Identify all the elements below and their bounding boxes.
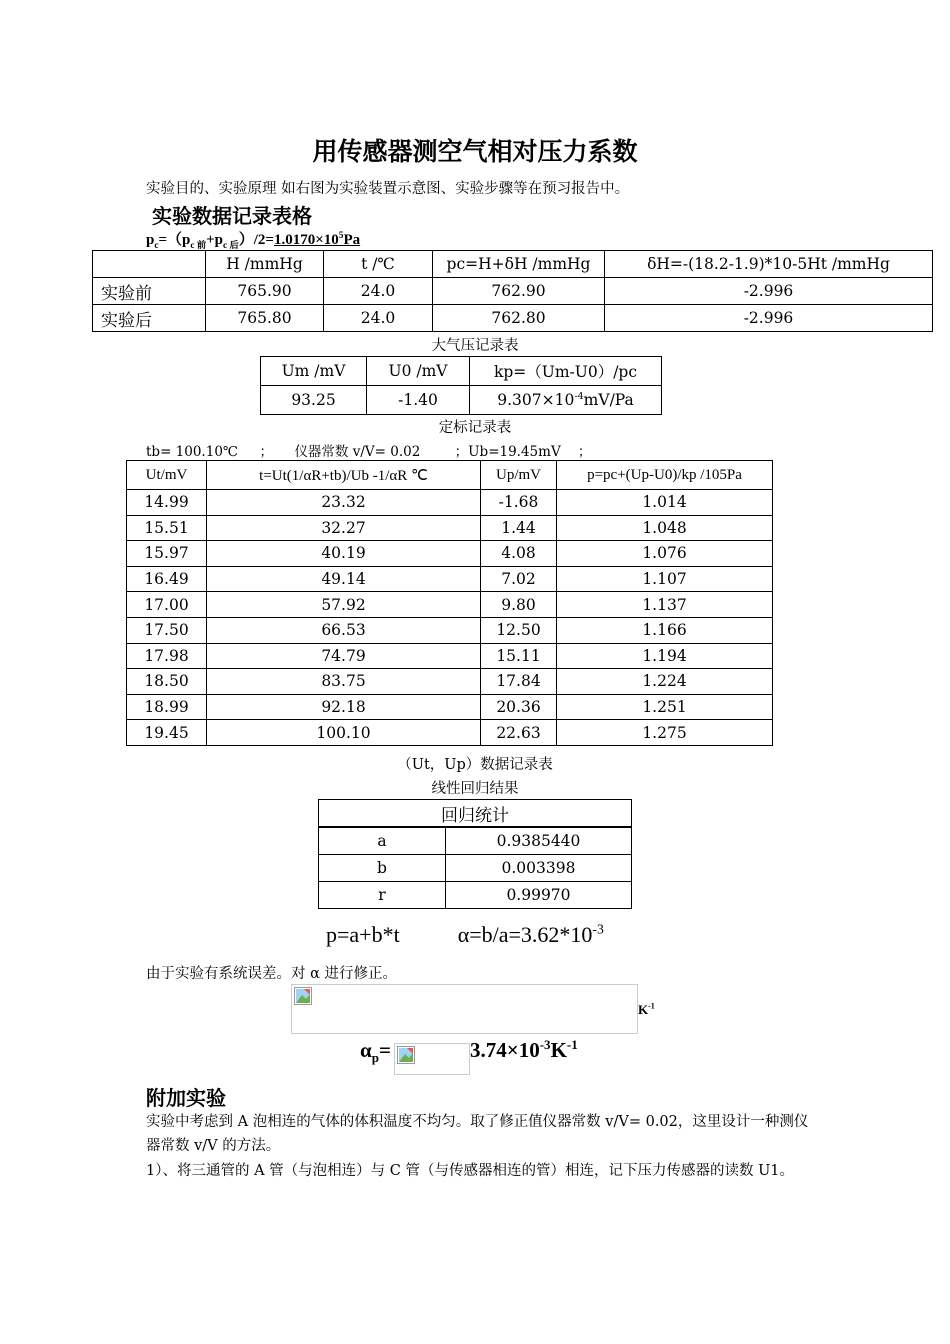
table-cell: 17.50 (127, 617, 207, 643)
caption-data: （Ut，Up）数据记录表 (397, 757, 553, 773)
table-cell: $9.307\times 10^{-4}mV/Pa$ (470, 386, 662, 415)
table-cell: 12.50 (481, 617, 557, 643)
table-header: t=Ut(1/αR+tb)/Ub -1/αR ℃ (207, 461, 481, 490)
table-cell: 1.194 (557, 643, 773, 669)
table-cell: 9.80 (481, 592, 557, 618)
caption-atm: 大气压记录表 (431, 338, 519, 354)
table-cell: 1.251 (557, 694, 773, 720)
table-header: δH=-(18.2-1.9)*10-5Ht /mmHg (605, 251, 933, 278)
table-cell: 0.99970 (446, 882, 632, 909)
table-cell: 1.014 (557, 490, 773, 516)
table-cell: 765.80 (206, 305, 324, 332)
table-header: 回归统计 (319, 800, 632, 828)
intro-text: 实验目的、实验原理 如右图为实验装置示意图、实验步骤等在预习报告中。 (146, 181, 630, 197)
table-cell: 15.11 (481, 643, 557, 669)
table-header: Um /mV (261, 357, 367, 386)
table-row (127, 720, 773, 746)
table-header (93, 251, 206, 278)
table-header: Up/mV (481, 461, 557, 490)
table-cell: 0.003398 (446, 855, 632, 882)
table-header: U0 /mV (367, 357, 470, 386)
pc-formula: $p_c=(p_{c 前}+p_{c 后})/2=1.0170\times 10^5Pa$ (146, 231, 361, 251)
alpha-p-value: $3.74\times 10^{-3}K^{-1}$ (470, 1037, 578, 1062)
table-header: p=pc+(Up-U0)/kp /105Pa (557, 461, 773, 490)
broken-image-icon (294, 987, 312, 1005)
table-cell: 1.076 (557, 541, 773, 567)
table-cell: 1.44 (481, 515, 557, 541)
table-row (127, 694, 773, 720)
page-title: 用传感器测空气相对压力系数 (312, 137, 638, 166)
extra-paragraph-1: 实验中考虑到 A 泡相连的气体的体积温度不均匀。取了修正值仪器常数 v/V= 0.02，这里设计一种测仪器常数 v/V 的方法。 (146, 1114, 809, 1154)
table-cell: 23.32 (207, 490, 481, 516)
table-header: H /mmHg (206, 251, 324, 278)
table-header: Ut/mV (127, 461, 207, 490)
table-cell: -1.68 (481, 490, 557, 516)
table-cell: -2.996 (605, 278, 933, 305)
table-cell: 19.45 (127, 720, 207, 746)
table-cell: a (319, 827, 446, 855)
table-row (127, 490, 773, 516)
table-header: kp=（Um-U0）/pc (470, 357, 662, 386)
table-cell: 16.49 (127, 566, 207, 592)
table-cell: 74.79 (207, 643, 481, 669)
data-table (126, 460, 773, 746)
k-unit: $K^{-1}$ (638, 1001, 655, 1017)
regression-table (318, 799, 632, 909)
equation-image (291, 984, 638, 1034)
table-row (127, 541, 773, 567)
calibration-table (260, 356, 662, 415)
caption-regression: 线性回归结果 (431, 781, 519, 797)
table-row (127, 669, 773, 695)
table-cell: 24.0 (324, 305, 433, 332)
table-cell: 17.98 (127, 643, 207, 669)
table-cell: 92.18 (207, 694, 481, 720)
table-row (127, 617, 773, 643)
alpha-p-label: $\alpha_p=$ (360, 1038, 391, 1066)
table-cell: r (319, 882, 446, 909)
table-row (319, 827, 632, 855)
table-cell: 24.0 (324, 278, 433, 305)
table-row (127, 515, 773, 541)
table-cell: 1.048 (557, 515, 773, 541)
table-cell: 7.02 (481, 566, 557, 592)
row-label: 实验前 (93, 278, 206, 305)
table-cell: 18.50 (127, 669, 207, 695)
table-cell: 1.137 (557, 592, 773, 618)
table-cell: 22.63 (481, 720, 557, 746)
table-cell: 20.36 (481, 694, 557, 720)
table-header: pc=H+δH /mmHg (433, 251, 605, 278)
correction-note: 由于实验有系统误差。对 α 进行修正。 (146, 966, 398, 982)
table-cell: 49.14 (207, 566, 481, 592)
table-cell: -1.40 (367, 386, 470, 415)
table-row (261, 386, 662, 415)
caption-calib: 定标记录表 (438, 420, 512, 436)
table-cell: 762.80 (433, 305, 605, 332)
table-row (127, 566, 773, 592)
row-label: 实验后 (93, 305, 206, 332)
table-cell: 57.92 (207, 592, 481, 618)
section-heading: 实验数据记录表格 (152, 204, 312, 228)
meta-line: tb= 100.10℃ ； 仪器常数 v/V= 0.02 ；Ub=19.45mV ； (146, 440, 596, 461)
extra-heading: 附加实验 (146, 1086, 226, 1110)
table-cell: 17.84 (481, 669, 557, 695)
table-cell: 17.00 (127, 592, 207, 618)
table-cell: 100.10 (207, 720, 481, 746)
table-cell: 1.224 (557, 669, 773, 695)
table-cell: 4.08 (481, 541, 557, 567)
table-cell: 83.75 (207, 669, 481, 695)
table-cell: 1.107 (557, 566, 773, 592)
table-row (127, 643, 773, 669)
table-cell: 15.97 (127, 541, 207, 567)
table-cell: 14.99 (127, 490, 207, 516)
table-row (319, 882, 632, 909)
table-cell: 32.27 (207, 515, 481, 541)
table-row (319, 855, 632, 882)
table-row (93, 305, 933, 332)
table-cell: 0.9385440 (446, 827, 632, 855)
table-cell: 1.166 (557, 617, 773, 643)
table-cell: 40.19 (207, 541, 481, 567)
table-cell: b (319, 855, 446, 882)
regression-formula: p=a+b*t $\alpha=b/a=3.62*10^{-3}$ (326, 921, 604, 947)
table-cell: 15.51 (127, 515, 207, 541)
table-row (127, 592, 773, 618)
table-cell: 762.90 (433, 278, 605, 305)
extra-paragraph-2: 1）、将三通管的 A 管（与泡相连）与 C 管（与传感器相连的管）相连，记下压力传感器的读数 U1。 (146, 1163, 795, 1179)
table-cell: 765.90 (206, 278, 324, 305)
table-cell: -2.996 (605, 305, 933, 332)
pressure-table (92, 250, 933, 332)
table-cell: 18.99 (127, 694, 207, 720)
alpha-p-image (394, 1043, 470, 1075)
table-cell: 93.25 (261, 386, 367, 415)
table-cell: 66.53 (207, 617, 481, 643)
table-cell: 1.275 (557, 720, 773, 746)
broken-image-icon (397, 1046, 415, 1064)
table-header: t /℃ (324, 251, 433, 278)
table-row (93, 278, 933, 305)
